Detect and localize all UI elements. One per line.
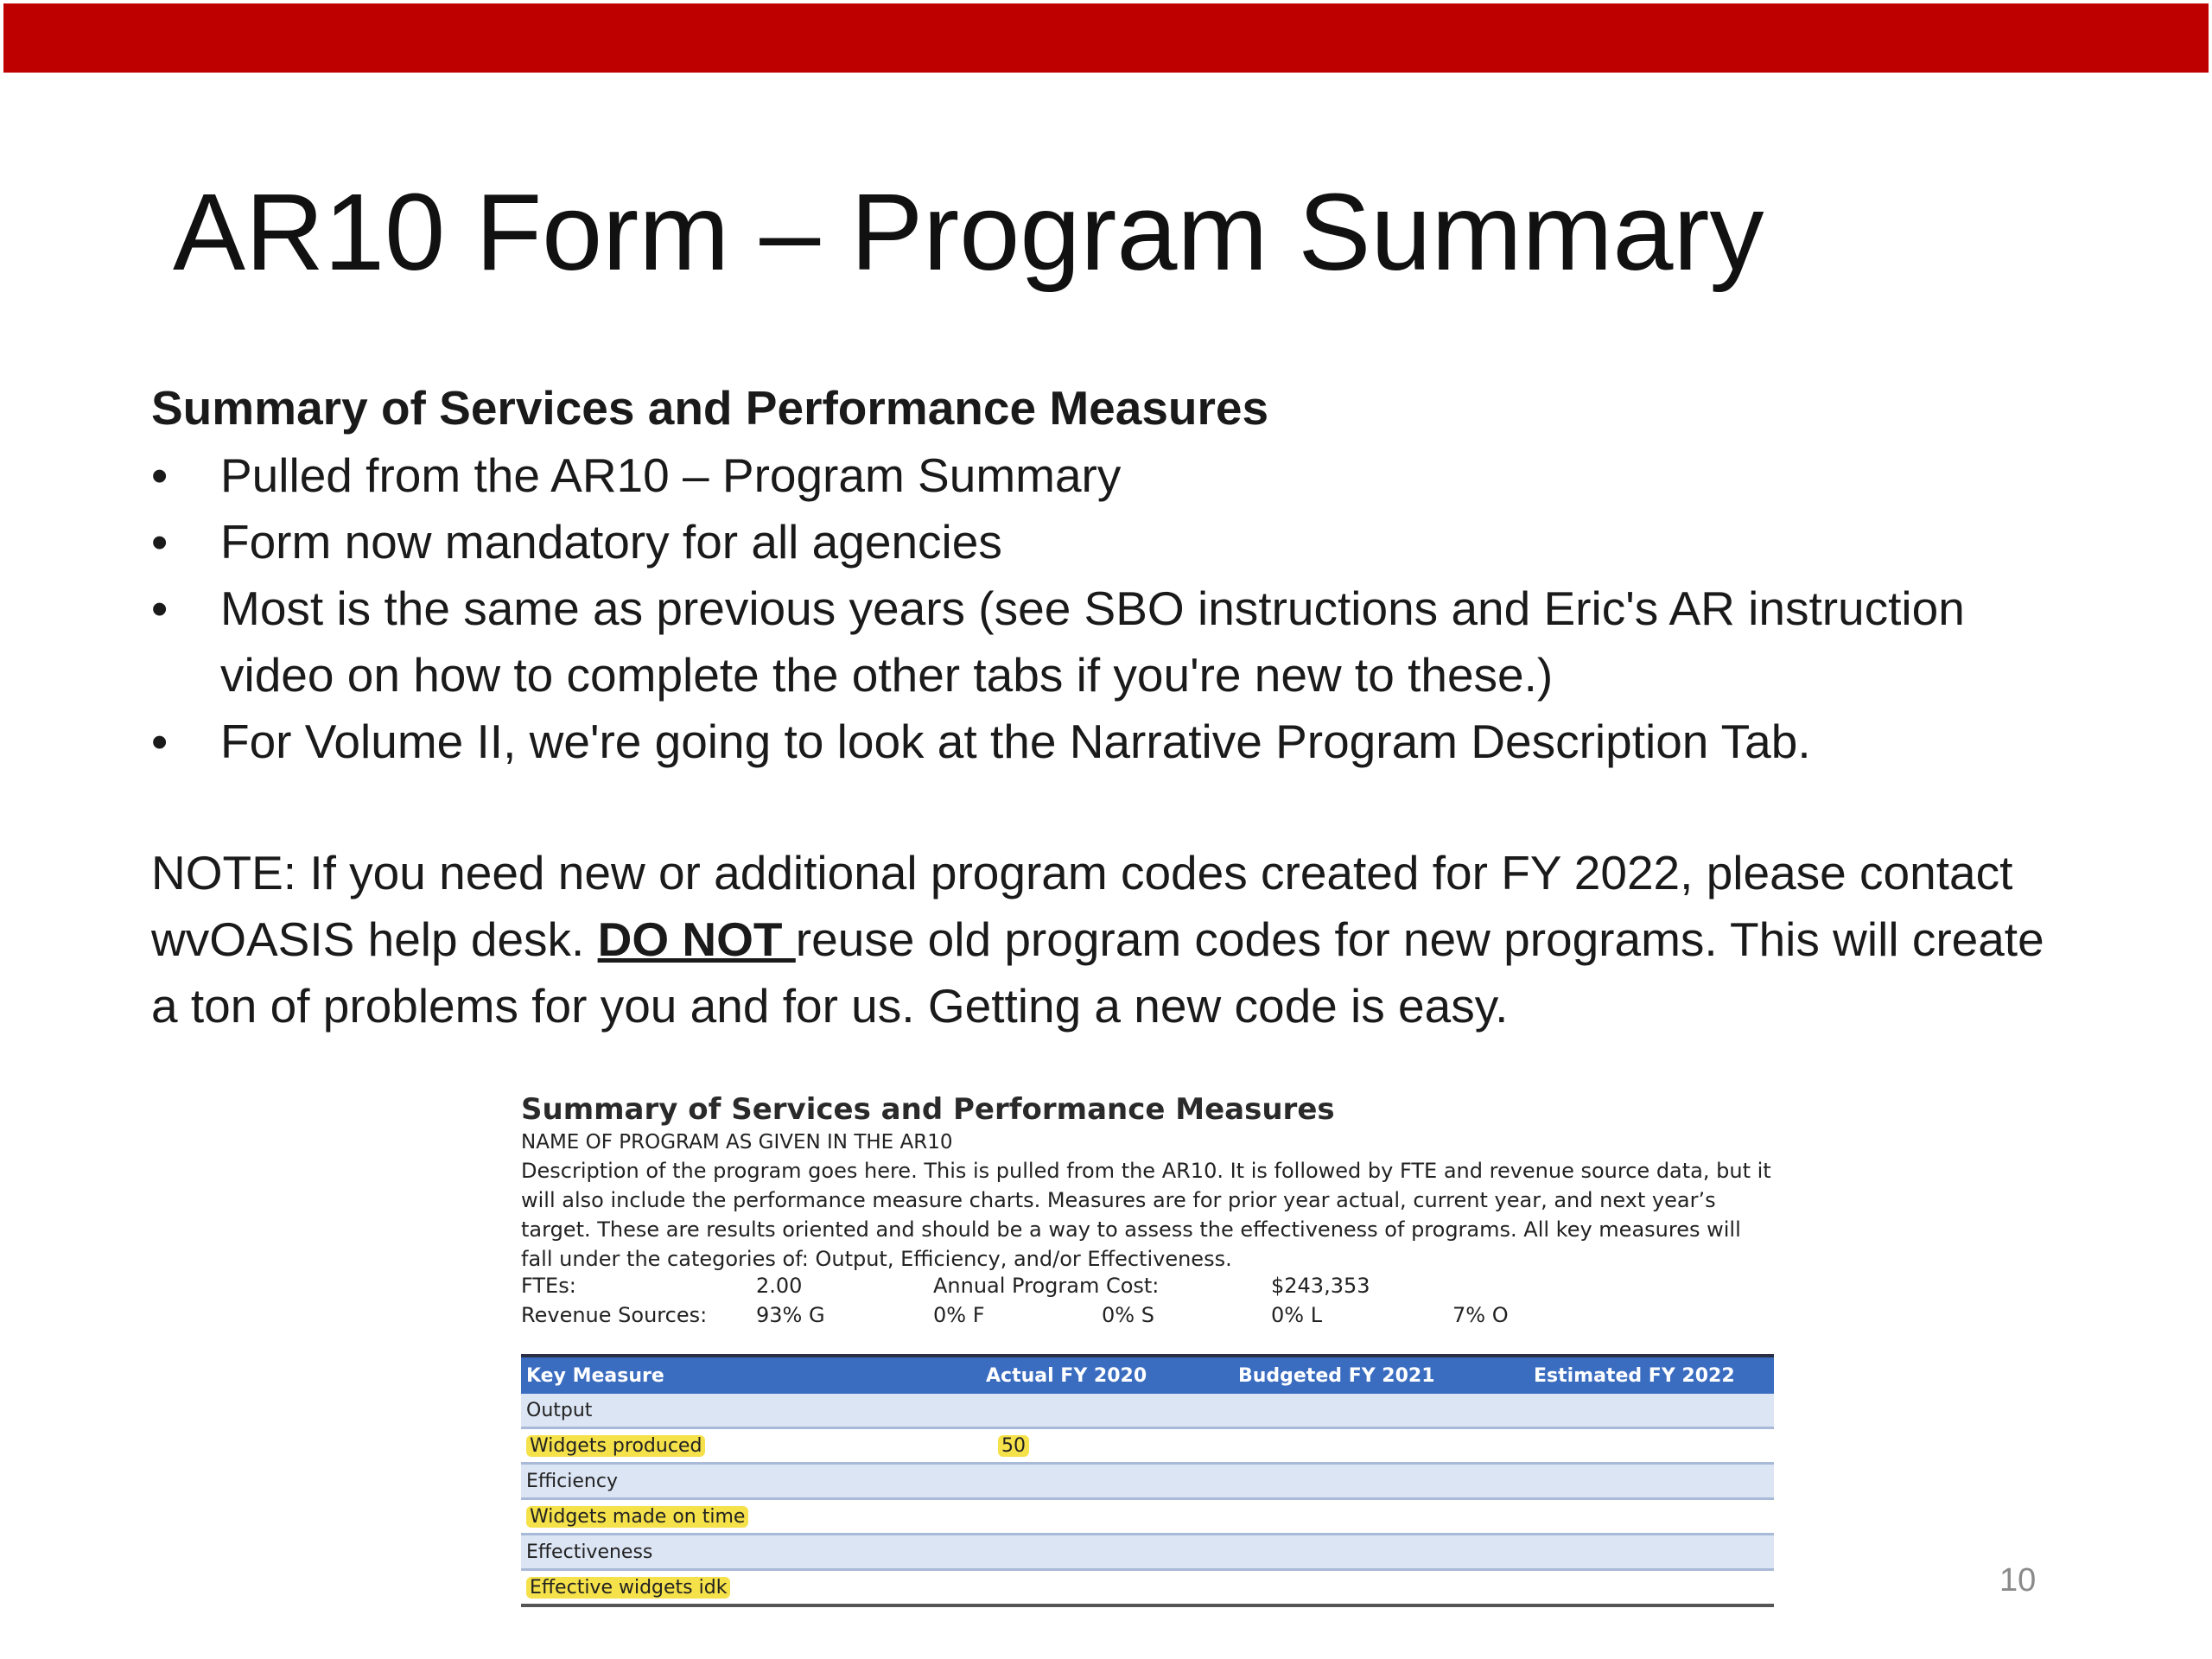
key-measure-table [521,1354,1774,1607]
cost-value: $243,353 [1271,1274,1370,1298]
revenue-label: Revenue Sources: [521,1303,708,1327]
revenue-row [521,1303,1774,1332]
revenue-special: 0% S [1102,1303,1154,1327]
ftes-value: 2.00 [756,1274,803,1298]
bullet-dot: • [151,448,168,502]
ftes-row [521,1274,1774,1303]
category-effectiveness: Effectiveness [521,1535,981,1570]
form-title: Summary of Services and Performance Measures [521,1092,1335,1127]
revenue-general: 93% G [756,1303,825,1327]
bullet-dot: • [151,515,168,569]
category-output: Output [521,1394,981,1428]
table-row [521,1428,1774,1464]
header-estimated: Estimated FY 2022 [1529,1356,1774,1394]
revenue-lottery: 0% L [1271,1303,1323,1327]
table-row [521,1464,1774,1499]
table-row [521,1499,1774,1535]
revenue-other: 7% O [1452,1303,1509,1327]
header-budgeted: Budgeted FY 2021 [1233,1356,1529,1394]
section-heading: Summary of Services and Performance Measures [151,381,1269,435]
bullet-text: Form now mandatory for all agencies [220,515,1002,569]
bullet-text: Most is the same as previous years (see SBO instructions and Eric's AR instruction video on how to complete the other tabs if you're new to these.) [220,582,1965,702]
form-description: Description of the program goes here. This is pulled from the AR10. It is followed by FTE and revenue source data, but it will also include the performance measure charts. Measures are for prior year actual, current year, and next year’s target. These are results oriented and should be a way to assess the effectiveness of programs. All key measures will fall under the categories of: Output, Efficiency, and/or Effectiveness. [521,1159,1771,1271]
header-actual: Actual FY 2020 [981,1356,1233,1394]
bullet-item [151,575,2035,709]
header-key-measure: Key Measure [521,1356,981,1394]
table-row [521,1570,1774,1606]
measure-widgets-produced: Widgets produced [526,1435,705,1457]
note-text-before: NOTE: If you need new or additional program codes created for FY 2022, please contact wvOASIS help desk. [151,846,2013,966]
note-paragraph [151,840,2069,1039]
revenue-federal: 0% F [933,1303,985,1327]
form-program-name: NAME OF PROGRAM AS GIVEN IN THE AR10 [521,1131,953,1154]
category-efficiency: Efficiency [521,1464,981,1499]
slide-title: AR10 Form – Program Summary [173,171,1764,293]
bullet-dot: • [151,582,168,635]
note-emphasis: DO NOT [597,912,796,966]
note-text-after: reuse old program codes for new programs. This will create a ton of problems for you and for us. Getting a new code is easy. [151,912,2044,1033]
bullet-dot: • [151,715,168,768]
bullet-list [151,442,2035,775]
measure-effective-widgets: Effective widgets idk [526,1577,730,1599]
widgets-produced-actual: 50 [998,1435,1029,1457]
page-number: 10 [1999,1562,2037,1599]
measure-widgets-on-time: Widgets made on time [526,1506,748,1528]
table-header-row [521,1356,1774,1394]
bullet-text: For Volume II, we're going to look at the Narrative Program Description Tab. [220,715,1811,768]
form-screenshot [521,1090,1774,1618]
bullet-text: Pulled from the AR10 – Program Summary [220,448,1122,502]
table-row [521,1394,1774,1428]
cost-label: Annual Program Cost: [933,1274,1160,1298]
bullet-item [151,442,2035,509]
bullet-item [151,709,2035,775]
ftes-label: FTEs: [521,1274,576,1298]
top-accent-bar [3,3,2209,73]
table-row [521,1535,1774,1570]
bullet-item [151,509,2035,575]
